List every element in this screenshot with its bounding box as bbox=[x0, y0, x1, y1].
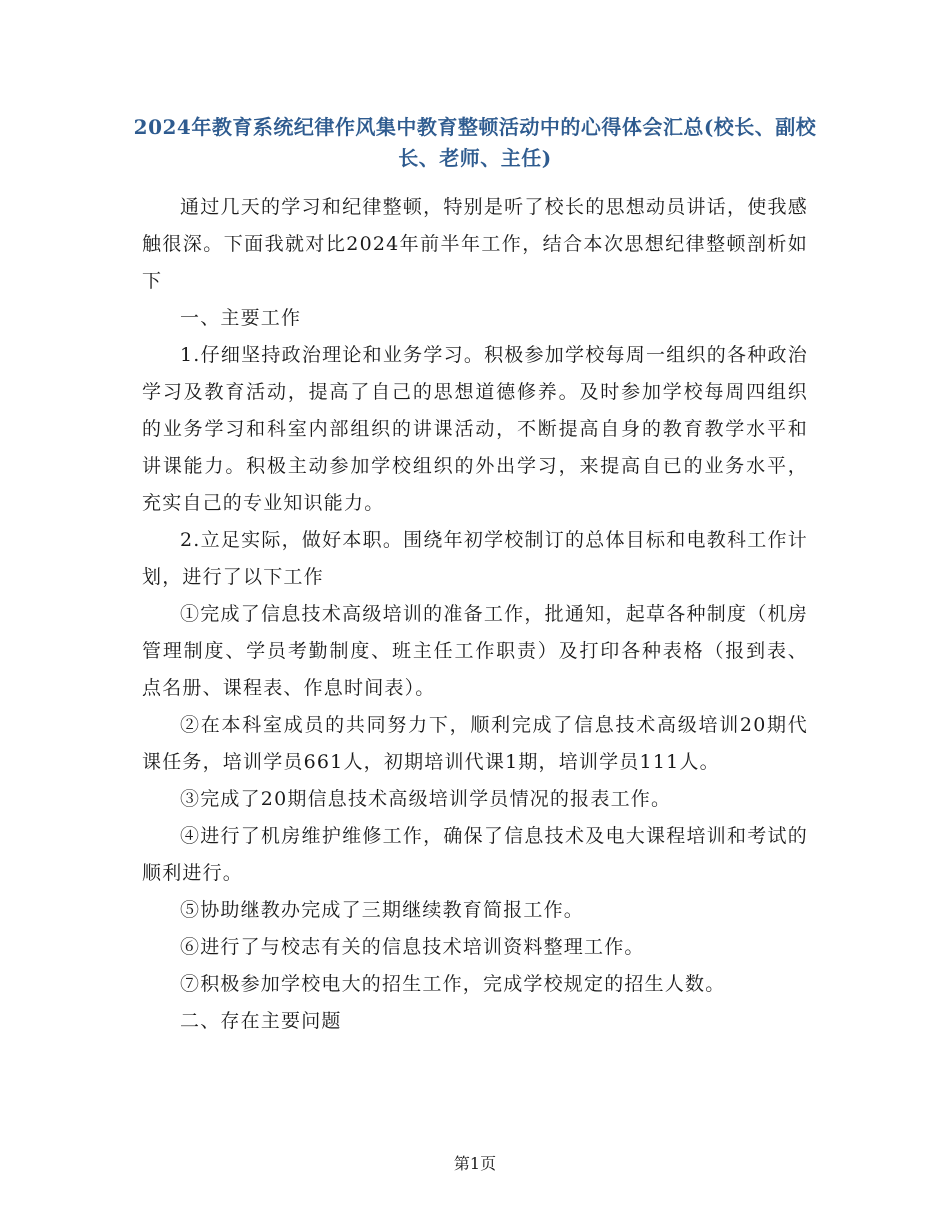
list-item-circled-3: ③完成了20期信息技术高级培训学员情况的报表工作。 bbox=[180, 788, 672, 810]
section-heading-problems: 二、存在主要问题 bbox=[180, 1010, 342, 1032]
list-item-circled-7: ⑦积极参加学校电大的招生工作，完成学校规定的招生人数。 bbox=[180, 973, 726, 995]
paragraph-intro: 通过几天的学习和纪律整顿，特别是听了校长的思想动员讲话，使我感触很深。下面我就对比2024年前半年工作，结合本次思想纪律整顿剖析如下 bbox=[142, 196, 808, 292]
paragraph-item-2: 2.立足实际，做好本职。围绕年初学校制订的总体目标和电教科工作计划，进行了以下工作 bbox=[142, 529, 808, 588]
page-number: 第1页 bbox=[453, 1154, 497, 1173]
document-title: 2024年教育系统纪律作风集中教育整顿活动中的心得体会汇总(校长、副校长、老师、主任) bbox=[133, 115, 817, 170]
list-item-circled-5: ⑤协助继教办完成了三期继续教育简报工作。 bbox=[180, 899, 585, 921]
list-item-circled-4: ④进行了机房维护维修工作，确保了信息技术及电大课程培训和考试的顺利进行。 bbox=[142, 825, 808, 884]
list-item-circled-6: ⑥进行了与校志有关的信息技术培训资料整理工作。 bbox=[180, 936, 645, 958]
list-item-circled-1: ①完成了信息技术高级培训的准备工作，批通知，起草各种制度（机房管理制度、学员考勤制度、班主任工作职责）及打印各种表格（报到表、点名册、课程表、作息时间表）。 bbox=[142, 603, 808, 699]
paragraph-item-1: 1.仔细坚持政治理论和业务学习。积极参加学校每周一组织的各种政治学习及教育活动，提高了自己的思想道德修养。及时参加学校每周四组织的业务学习和科室内部组织的讲课活动，不断提高自身的教育教学水平和讲课能力。积极主动参加学校组织的外出学习，来提高自已的业务水平，充实自己的专业知识能力。 bbox=[142, 344, 808, 514]
section-heading-main-work: 一、主要工作 bbox=[180, 307, 302, 329]
list-item-circled-2: ②在本科室成员的共同努力下，顺利完成了信息技术高级培训20期代课任务，培训学员661人，初期培训代课1期，培训学员111人。 bbox=[142, 714, 808, 773]
document-body bbox=[142, 189, 808, 1040]
